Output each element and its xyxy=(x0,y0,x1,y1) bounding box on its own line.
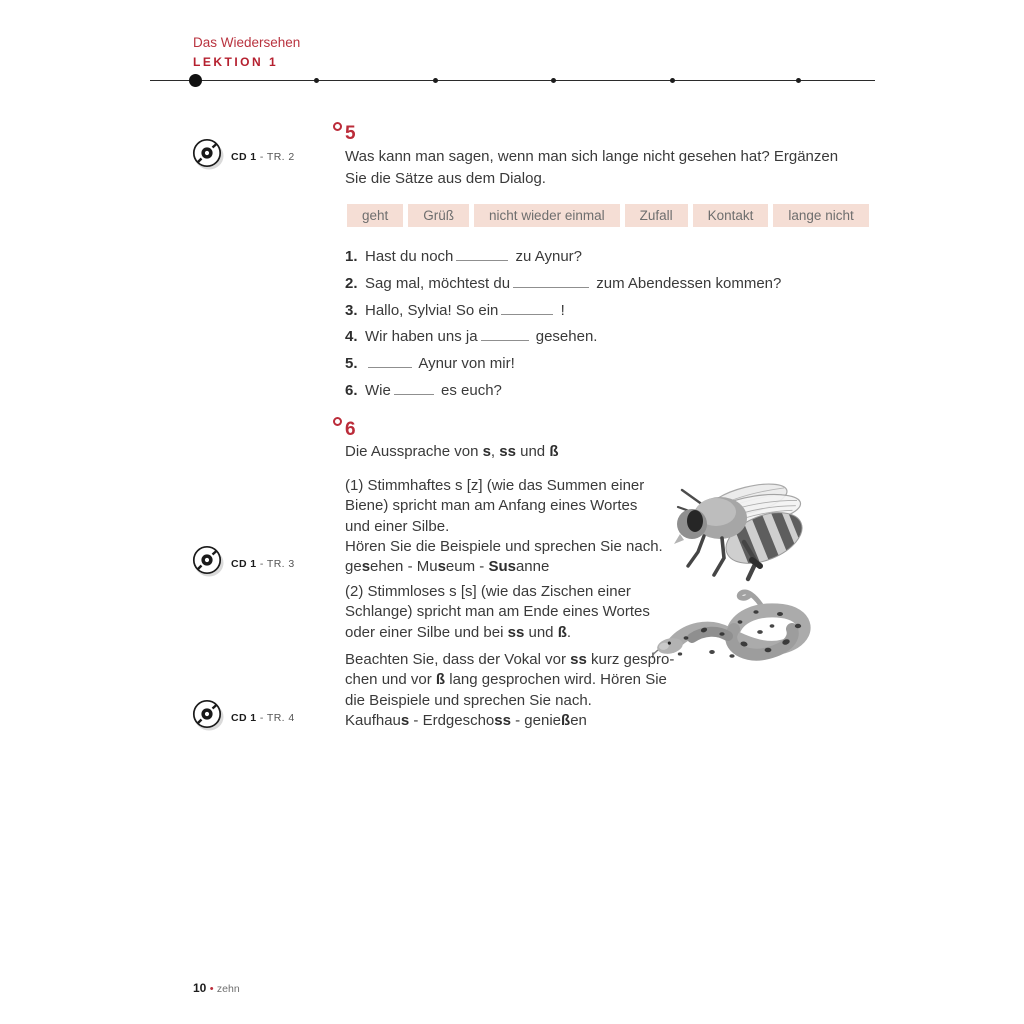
text-line: und einer Silbe. xyxy=(345,517,450,535)
list-item xyxy=(345,301,781,328)
lesson-progress-line xyxy=(150,80,875,81)
cd-disc-icon xyxy=(190,543,226,584)
lesson-dot xyxy=(670,78,675,83)
lesson-dot xyxy=(433,78,438,83)
text-line: (1) Stimmhaftes s [z] (wie das Summen einer xyxy=(345,477,645,494)
page-footer xyxy=(193,981,240,995)
text-line: oder einer Silbe und bei ss und ß. xyxy=(345,623,572,641)
word-bank-chip: Zufall xyxy=(625,204,688,227)
text-line: die Beispiele und sprechen Sie nach. xyxy=(345,691,592,709)
answer-blank xyxy=(368,354,412,368)
list-item xyxy=(345,274,781,301)
list-item xyxy=(345,381,781,408)
text-line: Hören Sie die Beispiele und sprechen Sie nach. xyxy=(345,537,663,555)
cd-badge-track4 xyxy=(190,697,295,738)
lesson-title: Das Wiedersehen xyxy=(193,35,301,50)
exercise-5-instructions xyxy=(345,146,838,190)
pronunciation-paragraph-3 xyxy=(345,650,674,731)
exercise-6-title: Die Aussprache von s, ss und ß xyxy=(345,443,559,460)
word-bank-chip: Grüß xyxy=(408,204,469,227)
item-text: Hallo, Sylvia! So ein ! xyxy=(365,301,565,319)
item-text: Wir haben uns ja gesehen. xyxy=(365,328,598,346)
text-line: Kaufhaus - Erdgeschoss - genießen xyxy=(345,711,587,729)
text-line: Biene) spricht man am Anfang eines Wortes xyxy=(345,497,638,515)
text-line: Beachten Sie, dass der Vokal vor ss kurz gespro- xyxy=(345,651,675,668)
lesson-dot xyxy=(551,78,556,83)
answer-blank xyxy=(394,381,434,395)
text-line: chen und vor ß lang gesprochen wird. Hören Sie xyxy=(345,671,667,689)
word-bank xyxy=(347,204,869,227)
instruction-line: Sie die Sätze aus dem Dialog. xyxy=(345,170,546,187)
cd-badge-track3 xyxy=(190,543,295,584)
item-text: Wie es euch? xyxy=(365,381,502,399)
item-text: Hast du noch zu Aynur? xyxy=(365,248,582,265)
answer-blank xyxy=(481,327,529,341)
word-bank-chip: geht xyxy=(347,204,403,227)
bee-illustration xyxy=(648,474,816,589)
item-number: 1. xyxy=(345,248,358,265)
lesson-dot xyxy=(796,78,801,83)
list-item xyxy=(345,354,781,381)
item-number: 4. xyxy=(345,328,358,346)
answer-blank xyxy=(513,274,589,288)
cd-track-label: CD 1 - TR. 2 xyxy=(231,150,295,163)
page-word: zehn xyxy=(216,983,240,995)
text-line: (2) Stimmloses s [s] (wie das Zischen einer xyxy=(345,583,631,600)
text-line: Schlange) spricht man am Ende eines Wortes xyxy=(345,603,650,621)
pronunciation-paragraph-1 xyxy=(345,476,663,577)
cd-disc-icon xyxy=(190,136,226,177)
cd-track-label: CD 1 - TR. 4 xyxy=(231,711,295,724)
text-line: gesehen - Museum - Susanne xyxy=(345,558,550,576)
word-bank-chip: Kontakt xyxy=(693,204,769,227)
page-number: 10 xyxy=(193,981,207,995)
list-item xyxy=(345,247,781,274)
exercise-5-number: 5 xyxy=(345,123,356,144)
item-number: 5. xyxy=(345,355,358,373)
item-number: 2. xyxy=(345,274,358,292)
item-text: Sag mal, möchtest du zum Abendessen kommen? xyxy=(365,274,782,292)
lesson-label: LEKTION 1 xyxy=(193,55,279,69)
item-number: 6. xyxy=(345,381,358,399)
item-number: 3. xyxy=(345,301,358,319)
list-item xyxy=(345,327,781,354)
snake-illustration xyxy=(652,582,818,679)
red-ring-marker xyxy=(333,122,342,131)
word-bank-chip: lange nicht xyxy=(773,204,868,227)
instruction-line: Was kann man sagen, wenn man sich lange nicht gesehen hat? Ergänzen xyxy=(345,148,839,165)
pronunciation-paragraph-2 xyxy=(345,582,650,643)
red-ring-marker xyxy=(333,417,342,426)
cd-track-label: CD 1 - TR. 3 xyxy=(231,557,295,570)
lesson-dot xyxy=(314,78,319,83)
cd-badge-track2 xyxy=(190,136,295,177)
current-lesson-dot xyxy=(189,74,202,87)
word-bank-chip: nicht wieder einmal xyxy=(474,204,620,227)
footer-bullet: • xyxy=(209,983,214,995)
exercise-6-number: 6 xyxy=(345,419,356,440)
item-text: Aynur von mir! xyxy=(365,355,515,372)
cd-disc-icon xyxy=(190,697,226,738)
answer-blank xyxy=(456,247,508,261)
answer-blank xyxy=(501,301,553,315)
gap-fill-list xyxy=(345,247,781,408)
